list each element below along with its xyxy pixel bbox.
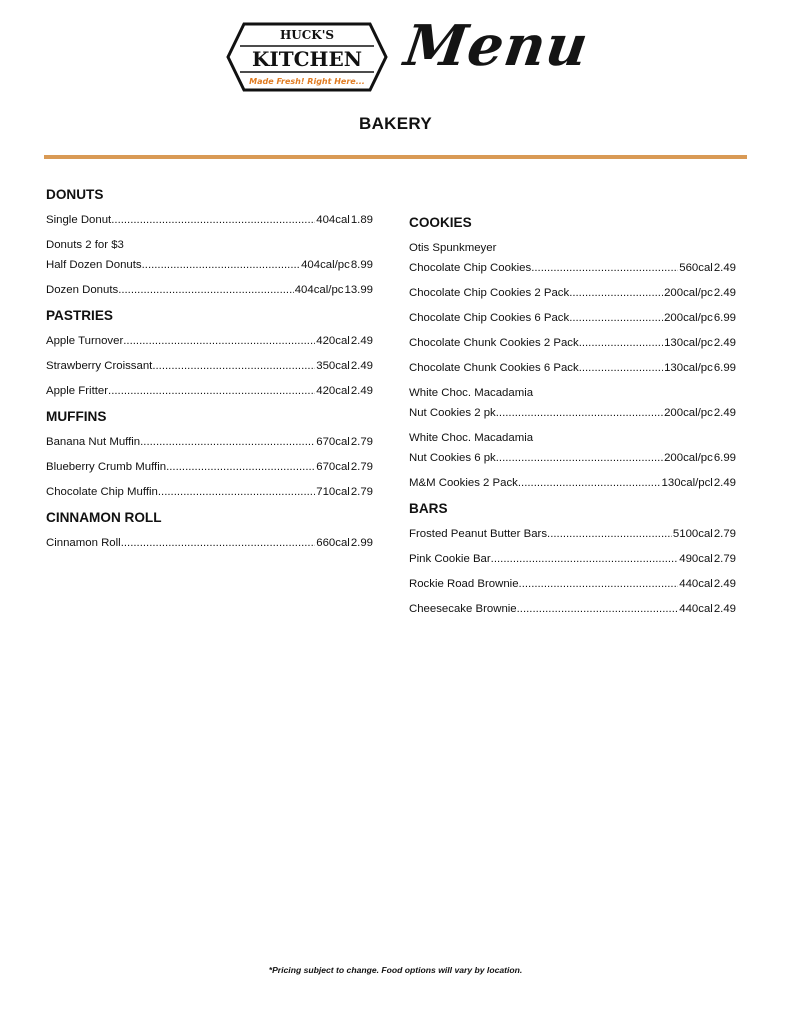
item-price: 2.49 <box>713 603 736 615</box>
menu-note: White Choc. Macadamia <box>409 432 534 444</box>
menu-item <box>46 258 373 273</box>
item-name: Nut Cookies 2 pk <box>409 407 496 419</box>
item-name: Cinnamon Roll <box>46 537 121 549</box>
menu-item <box>46 435 373 450</box>
item-price: 2.49 <box>713 287 736 299</box>
menu-item <box>46 334 373 349</box>
leader-dots <box>579 361 663 376</box>
hucks-kitchen-logo <box>226 22 388 92</box>
item-price: 6.99 <box>713 312 736 324</box>
leader-dots <box>123 334 315 349</box>
item-calories: 560cal <box>679 262 713 274</box>
item-price: 2.49 <box>350 360 373 372</box>
leader-dots <box>569 286 663 301</box>
logo-tagline: Made Fresh! Right Here... <box>249 77 365 86</box>
item-price: 8.99 <box>350 259 373 271</box>
item-calories: 404cal <box>316 214 350 226</box>
menu-item <box>409 361 736 376</box>
logo-top-text: HUCK'S <box>279 28 335 42</box>
menu-heading: Menu <box>400 13 593 79</box>
leader-dots <box>569 311 663 326</box>
leader-dots <box>579 336 663 351</box>
item-price: 2.49 <box>713 477 736 489</box>
item-calories: 200cal/pc <box>664 407 713 419</box>
item-name: Strawberry Croissant <box>46 360 153 372</box>
menu-item <box>46 213 373 228</box>
item-name: Blueberry Crumb Muffin <box>46 461 167 473</box>
right-menu-column <box>409 214 736 626</box>
item-name: Chocolate Chip Muffin <box>46 486 158 498</box>
item-calories: 670cal <box>316 461 350 473</box>
leader-dots <box>121 536 316 551</box>
item-name: Banana Nut Muffin <box>46 436 141 448</box>
section-title: MUFFINS <box>46 409 107 424</box>
item-name: Dozen Donuts <box>46 284 119 296</box>
item-calories: 5100cal <box>672 528 713 540</box>
item-name: Chocolate Chip Cookies <box>409 262 532 274</box>
leader-dots <box>547 527 672 542</box>
leader-dots <box>140 435 315 450</box>
item-calories: 710cal <box>316 486 350 498</box>
item-calories: 670cal <box>316 436 350 448</box>
menu-item <box>46 485 373 500</box>
item-calories: 404cal/pc <box>294 284 344 296</box>
item-price: 2.49 <box>713 578 736 590</box>
menu-note: White Choc. Macadamia <box>409 387 534 399</box>
item-name: Cheesecake Brownie <box>409 603 517 615</box>
leader-dots <box>142 258 300 273</box>
item-price: 2.79 <box>350 461 373 473</box>
item-price: 6.99 <box>713 452 736 464</box>
item-price: 2.49 <box>713 407 736 419</box>
menu-item <box>46 460 373 475</box>
leader-dots <box>108 384 315 399</box>
item-calories: 440cal <box>679 578 713 590</box>
menu-item <box>409 311 736 326</box>
item-name: M&M Cookies 2 Pack <box>409 477 518 489</box>
item-price: 2.49 <box>350 335 373 347</box>
item-name: Apple Fritter <box>46 385 109 397</box>
section-title: PASTRIES <box>46 308 113 323</box>
item-calories: 130cal/pc <box>664 337 713 349</box>
item-name: Nut Cookies 6 pk <box>409 452 496 464</box>
leader-dots <box>496 406 663 421</box>
item-calories: 200cal/pc <box>664 287 713 299</box>
item-calories: 420cal <box>316 335 350 347</box>
item-price: 2.79 <box>713 553 736 565</box>
menu-note: Otis Spunkmeyer <box>409 242 497 254</box>
item-calories: 490cal <box>679 553 713 565</box>
item-name: Apple Turnover <box>46 335 124 347</box>
item-calories: 404cal/pc <box>301 259 350 271</box>
item-calories: 130cal/pc <box>664 362 713 374</box>
menu-item <box>46 384 373 399</box>
item-price: 13.99 <box>344 284 373 296</box>
leader-dots <box>517 602 679 617</box>
menu-item <box>409 527 736 542</box>
leader-dots <box>118 283 294 298</box>
leader-dots <box>111 213 315 228</box>
section-title: BARS <box>409 501 448 516</box>
item-name: Frosted Peanut Butter Bars <box>409 528 548 540</box>
menu-item <box>409 406 736 421</box>
leader-dots <box>519 577 679 592</box>
section-title: COOKIES <box>409 215 472 230</box>
leader-dots <box>152 359 315 374</box>
item-price: 2.49 <box>350 385 373 397</box>
leader-dots <box>496 451 663 466</box>
item-name: Pink Cookie Bar <box>409 553 491 565</box>
item-name: Half Dozen Donuts <box>46 259 142 271</box>
item-calories: 350cal <box>316 360 350 372</box>
item-price: 2.99 <box>350 537 373 549</box>
menu-item <box>409 336 736 351</box>
item-name: Chocolate Chip Cookies 2 Pack <box>409 287 570 299</box>
item-calories: 200cal/pc <box>664 312 713 324</box>
menu-item <box>409 286 736 301</box>
menu-item <box>46 359 373 374</box>
menu-item <box>409 552 736 567</box>
divider-rule <box>44 155 747 159</box>
item-name: Chocolate Chip Cookies 6 Pack <box>409 312 570 324</box>
item-price: 2.79 <box>713 528 736 540</box>
item-price: 2.79 <box>350 486 373 498</box>
pricing-footnote: *Pricing subject to change. Food options will vary by location. <box>268 965 523 975</box>
menu-item <box>46 283 373 298</box>
menu-item <box>409 602 736 617</box>
leader-dots <box>491 552 679 567</box>
item-name: Chocolate Chunk Cookies 2 Pack <box>409 337 579 349</box>
item-price: 6.99 <box>713 362 736 374</box>
menu-item <box>409 451 736 466</box>
item-price: 2.49 <box>713 337 736 349</box>
item-name: Single Donut <box>46 214 112 226</box>
menu-item <box>409 261 736 276</box>
item-calories: 200cal/pc <box>664 452 713 464</box>
item-price: 2.79 <box>350 436 373 448</box>
item-calories: 420cal <box>316 385 350 397</box>
leader-dots <box>518 476 661 491</box>
menu-item <box>409 476 736 491</box>
item-price: 1.89 <box>350 214 373 226</box>
item-name: Chocolate Chunk Cookies 6 Pack <box>409 362 579 374</box>
leader-dots <box>531 261 678 276</box>
item-calories: 440cal <box>679 603 713 615</box>
menu-item <box>46 536 373 551</box>
section-title: CINNAMON ROLL <box>46 510 162 525</box>
page-title: BAKERY <box>359 114 432 133</box>
item-price: 2.49 <box>713 262 736 274</box>
left-menu-column <box>46 186 373 560</box>
item-calories: 660cal <box>316 537 350 549</box>
item-calories: 130cal/pcl <box>661 477 713 489</box>
menu-item <box>409 577 736 592</box>
section-title: DONUTS <box>46 187 104 202</box>
leader-dots <box>166 460 315 475</box>
leader-dots <box>158 485 315 500</box>
menu-note: Donuts 2 for $3 <box>46 239 124 251</box>
logo-main-text: KITCHEN <box>252 47 362 71</box>
item-name: Rockie Road Brownie <box>409 578 519 590</box>
